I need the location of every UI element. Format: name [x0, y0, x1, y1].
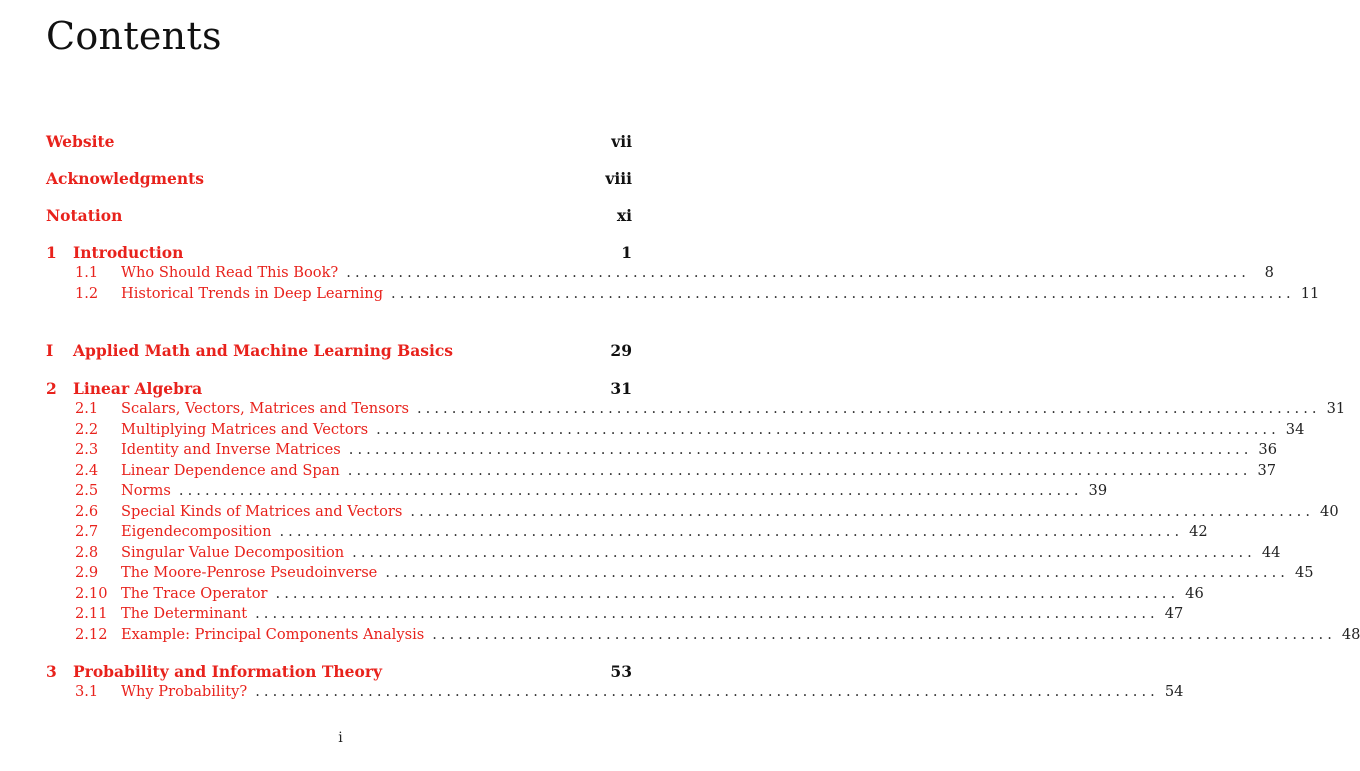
page-title: Contents	[46, 14, 222, 58]
section-number: 2.4	[75, 461, 99, 479]
toc-entry-title[interactable]: Acknowledgments	[46, 169, 204, 188]
section-number: 2.8	[75, 543, 99, 561]
section-title[interactable]: Special Kinds of Matrices and Vectors	[121, 502, 403, 520]
dot-leader: ........................................................................................................	[255, 683, 1159, 700]
toc-entry-page: viii	[605, 169, 632, 188]
section-title[interactable]: Norms	[121, 482, 171, 499]
dot-leader: ........................................................................................................	[391, 285, 1295, 302]
section-page: 39	[1088, 482, 1108, 499]
section-title[interactable]: Singular Value Decomposition	[121, 543, 345, 561]
section-page: 42	[1189, 523, 1208, 540]
toc-section-row[interactable]	[46, 605, 1184, 622]
toc-section-row[interactable]	[46, 461, 1277, 479]
dot-leader: ........................................................................................................	[348, 441, 1253, 458]
section-title[interactable]: Eigendecomposition	[121, 523, 272, 540]
toc-entry-notation[interactable]	[46, 206, 632, 225]
section-number: 2.6	[75, 502, 99, 520]
dot-leader: ........................................................................................................	[346, 264, 1250, 281]
section-title[interactable]: Why Probability?	[121, 683, 248, 700]
chapter-number: 2	[46, 379, 57, 398]
toc-section-row[interactable]	[46, 683, 1184, 700]
part-number: I	[46, 341, 54, 360]
section-page: 34	[1285, 420, 1305, 438]
toc-section-row[interactable]	[46, 441, 1277, 458]
part-title[interactable]: Applied Math and Machine Learning Basics	[73, 341, 454, 360]
toc-section-row[interactable]	[46, 400, 1346, 417]
toc-section-row[interactable]	[46, 625, 1360, 643]
toc-entry-title[interactable]: Website	[46, 132, 115, 151]
toc-chapter-3[interactable]	[46, 662, 632, 681]
section-page: 48	[1341, 625, 1360, 643]
toc-section-row[interactable]	[46, 420, 1305, 438]
part-page: 29	[610, 341, 632, 360]
section-number: 2.11	[75, 605, 108, 622]
toc-section-row[interactable]	[46, 285, 1320, 302]
toc-section-row[interactable]	[46, 564, 1314, 581]
toc-section-row[interactable]	[46, 502, 1339, 520]
toc-chapter-2[interactable]	[46, 379, 632, 398]
section-page: 46	[1185, 584, 1204, 602]
toc-entry-website[interactable]	[46, 132, 632, 151]
section-title[interactable]: The Moore-Penrose Pseudoinverse	[121, 564, 378, 581]
toc-part-1[interactable]	[46, 341, 632, 360]
toc-section-row[interactable]	[46, 584, 1204, 602]
section-number: 1.1	[75, 264, 99, 281]
section-number: 2.2	[75, 420, 99, 438]
section-number: 3.1	[75, 683, 99, 700]
dot-leader: ........................................................................................................	[432, 625, 1336, 643]
section-number: 2.5	[75, 482, 99, 499]
section-title[interactable]: Linear Dependence and Span	[121, 461, 340, 479]
section-number: 2.3	[75, 441, 99, 458]
chapter-number: 3	[46, 662, 57, 681]
section-page: 54	[1164, 683, 1184, 700]
section-title[interactable]: The Determinant	[121, 605, 248, 622]
chapter-number: 1	[46, 243, 57, 262]
toc-entry-acknowledgments[interactable]	[46, 169, 632, 188]
dot-leader: ........................................................................................................	[255, 605, 1159, 622]
toc-entry-page: xi	[616, 206, 632, 225]
chapter-page: 1	[621, 243, 632, 262]
dot-leader: ........................................................................................................	[275, 584, 1180, 602]
section-title[interactable]: Who Should Read This Book?	[121, 264, 339, 281]
dot-leader: ........................................................................................................	[279, 523, 1184, 540]
dot-leader: ........................................................................................................	[410, 502, 1315, 520]
section-page: 47	[1164, 605, 1184, 622]
section-number: 2.12	[75, 625, 108, 643]
dot-leader: ........................................................................................................	[385, 564, 1289, 581]
dot-leader: ........................................................................................................	[416, 400, 1321, 417]
toc-entry-page: vii	[611, 132, 632, 151]
section-page: 40	[1320, 502, 1339, 520]
section-number: 2.1	[75, 400, 99, 417]
toc-chapter-1[interactable]	[46, 243, 632, 262]
section-page: 45	[1294, 564, 1314, 581]
section-title[interactable]: Example: Principal Components Analysis	[121, 625, 425, 643]
toc-section-row[interactable]	[46, 482, 1108, 499]
chapter-title[interactable]: Probability and Information Theory	[73, 662, 383, 681]
section-page: 36	[1258, 441, 1277, 458]
section-number: 2.10	[75, 584, 108, 602]
section-title[interactable]: The Trace Operator	[121, 584, 268, 602]
section-page: 44	[1261, 543, 1281, 561]
section-page: 11	[1300, 285, 1320, 302]
chapter-page: 31	[610, 379, 632, 398]
dot-leader: ........................................................................................................	[178, 482, 1083, 499]
chapter-page: 53	[610, 662, 632, 681]
section-page: 8	[1264, 264, 1274, 281]
toc-section-row[interactable]	[46, 543, 1281, 561]
section-title[interactable]: Scalars, Vectors, Matrices and Tensors	[121, 400, 409, 417]
section-number: 1.2	[75, 285, 99, 302]
dot-leader: ........................................................................................................	[347, 461, 1252, 479]
chapter-title[interactable]: Introduction	[73, 243, 184, 262]
toc-entry-title[interactable]: Notation	[46, 206, 123, 225]
section-page: 37	[1257, 461, 1277, 479]
section-title[interactable]: Identity and Inverse Matrices	[121, 441, 341, 458]
chapter-title[interactable]: Linear Algebra	[73, 379, 203, 398]
page-number: i	[338, 730, 343, 746]
section-number: 2.9	[75, 564, 99, 581]
dot-leader: ........................................................................................................	[352, 543, 1256, 561]
toc-section-row[interactable]	[46, 264, 1274, 281]
section-page: 31	[1326, 400, 1346, 417]
dot-leader: ........................................................................................................	[376, 420, 1280, 438]
section-number: 2.7	[75, 523, 99, 540]
toc-section-row[interactable]	[46, 523, 1208, 540]
section-title[interactable]: Multiplying Matrices and Vectors	[121, 420, 369, 438]
section-title[interactable]: Historical Trends in Deep Learning	[121, 285, 384, 302]
